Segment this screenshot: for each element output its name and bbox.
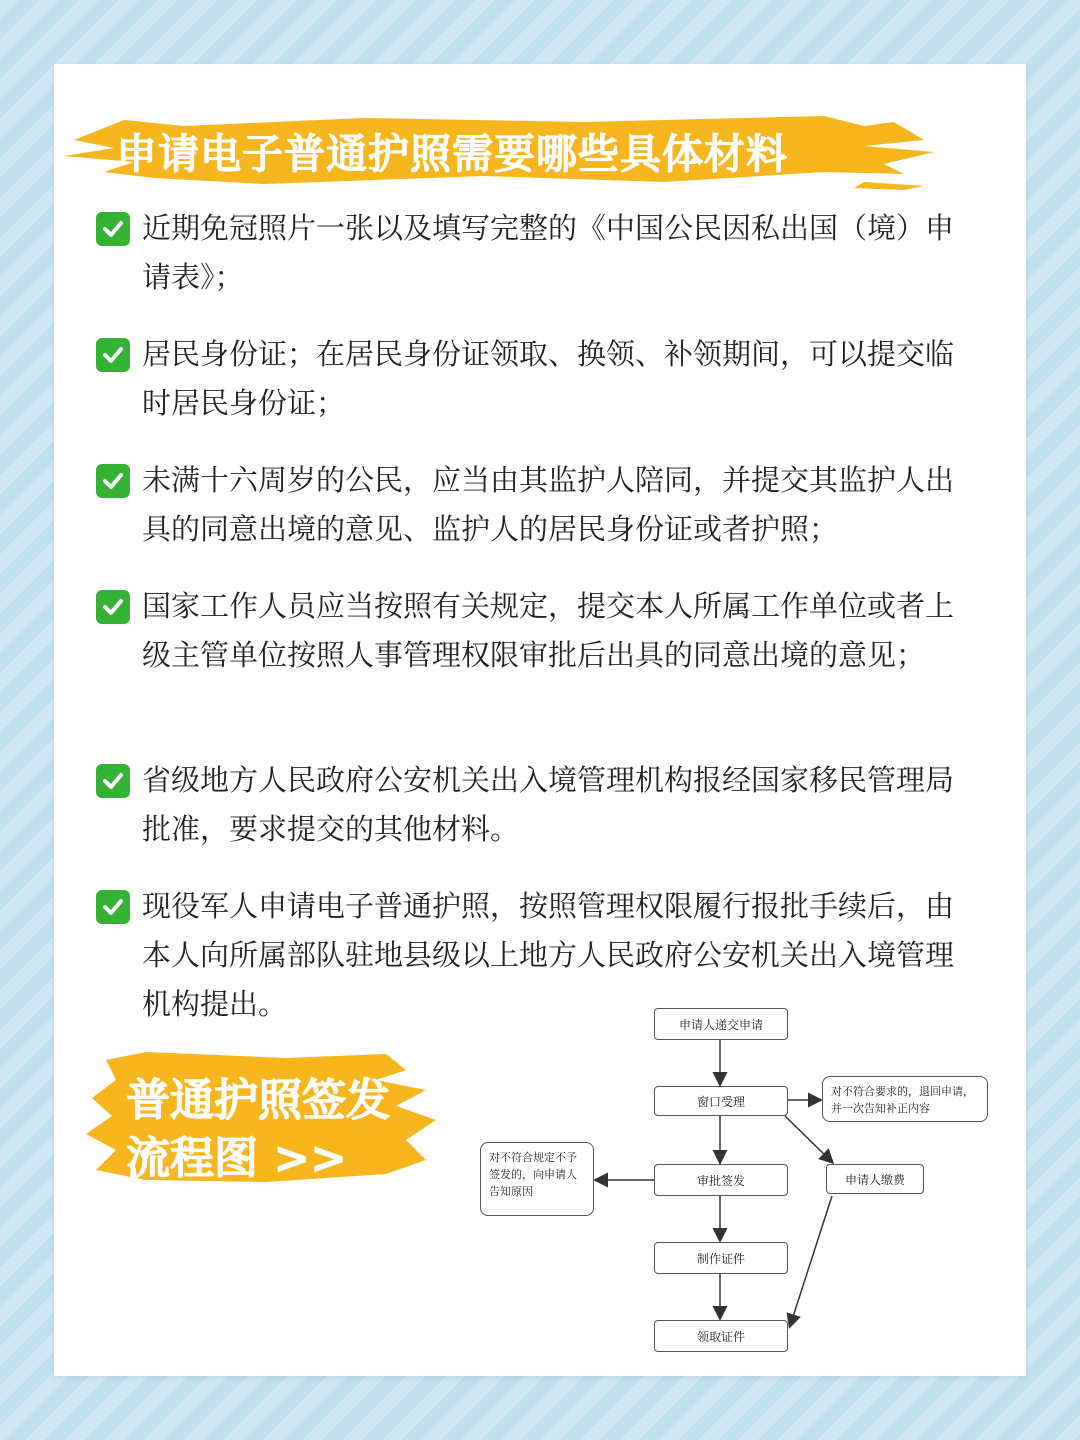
flow-note-reject: 对不符合要求的，退回申请，并一次告知补正内容 bbox=[822, 1076, 988, 1122]
flow-step-collect: 领取证件 bbox=[654, 1320, 788, 1352]
list-item bbox=[96, 204, 976, 330]
list-item-text: 现役军人申请电子普通护照，按照管理权限履行报批手续后，由本人向所属部队驻地县级以上地方人民政府公安机关出入境管理机构提出。 bbox=[142, 889, 955, 1021]
list-item-text: 未满十六周岁的公民，应当由其监护人陪同，并提交其监护人出具的同意出境的意见、监护人的居民身份证或者护照； bbox=[142, 463, 955, 546]
flow-note-refuse: 对不符合规定不予签发的，向申请人告知原因 bbox=[480, 1142, 594, 1216]
flow-step-window: 窗口受理 bbox=[654, 1086, 788, 1116]
check-icon bbox=[96, 338, 130, 372]
list-item bbox=[96, 456, 976, 582]
check-icon bbox=[96, 764, 130, 798]
list-item bbox=[96, 582, 976, 756]
list-item-text: 近期免冠照片一张以及填写完整的《中国公民因私出国（境）申请表》； bbox=[142, 211, 955, 294]
check-icon bbox=[96, 890, 130, 924]
list-item-text: 居民身份证；在居民身份证领取、换领、补领期间，可以提交临时居民身份证； bbox=[142, 337, 955, 420]
list-item bbox=[96, 330, 976, 456]
check-icon bbox=[96, 590, 130, 624]
list-item-text: 省级地方人民政府公安机关出入境管理机构报经国家移民管理局批准，要求提交的其他材料。 bbox=[142, 763, 955, 846]
flow-step-pay: 申请人缴费 bbox=[826, 1164, 924, 1194]
flow-step-submit: 申请人递交申请 bbox=[654, 1008, 788, 1040]
flow-step-approve: 审批签发 bbox=[654, 1164, 788, 1196]
check-icon bbox=[96, 212, 130, 246]
page-title: 申请电子普通护照需要哪些具体材料 bbox=[116, 130, 788, 178]
flow-step-make: 制作证件 bbox=[654, 1242, 788, 1274]
requirements-list bbox=[96, 204, 976, 1032]
list-item bbox=[96, 882, 976, 1032]
badge-line-1: 普通护照签发 bbox=[126, 1075, 390, 1126]
list-item-text: 国家工作人员应当按照有关规定，提交本人所属工作单位或者上级主管单位按照人事管理权限审批后出具的同意出境的意见； bbox=[142, 589, 955, 672]
flowchart-section-badge bbox=[86, 1050, 446, 1190]
check-icon bbox=[96, 464, 130, 498]
list-item bbox=[96, 756, 976, 882]
badge-line-2: 流程图 >> bbox=[126, 1133, 348, 1184]
